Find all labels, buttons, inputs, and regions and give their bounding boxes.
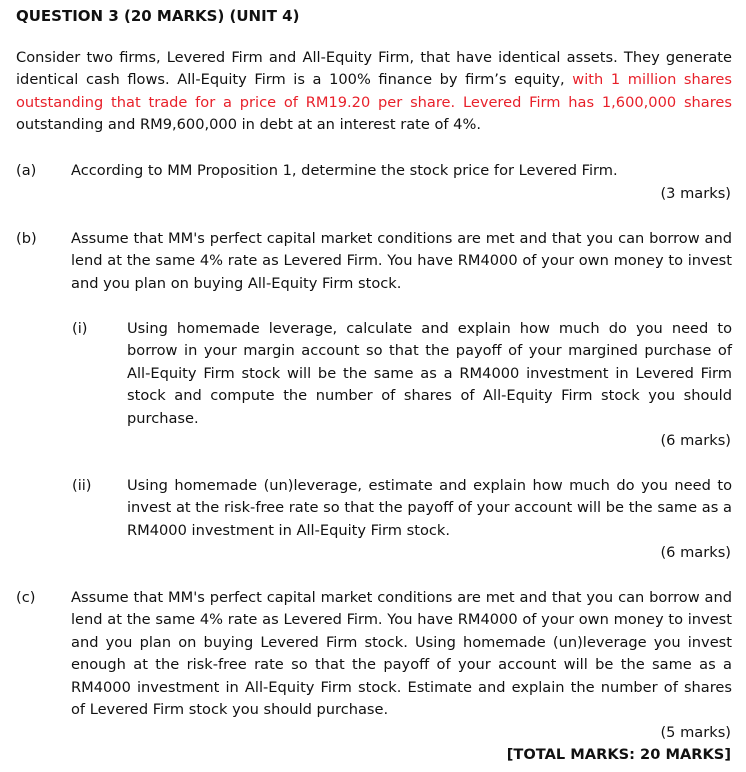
part-a-text: According to MM Proposition 1, determine the stock price for Levered Firm. <box>71 162 618 179</box>
intro-highlighted-text: with 1 million shares outstanding that trade for a price of RM19.20 per share. Levered Firm has 1,600,000 shares <box>16 71 732 111</box>
total-marks: [TOTAL MARKS: 20 MARKS] <box>506 746 731 763</box>
part-b-ii-text: Using homemade (un)leverage, estimate and explain how much do you need to invest at the risk-free rate so that the payoff of your account will be the same as a RM4000 investment in All-Equity Firm stock. <box>127 477 732 539</box>
part-b-text: Assume that MM's perfect capital market conditions are met and that you can borrow and lend at the same 4% rate as Levered Firm. You have RM4000 of your own money to invest and you plan on buying All-Equity Firm stock. <box>71 230 732 292</box>
part-c-marks: (5 marks) <box>660 724 731 741</box>
part-a-label: (a) <box>16 162 37 179</box>
intro-text-end: outstanding and RM9,600,000 in debt at an interest rate of 4%. <box>16 116 481 134</box>
part-b-i-text: Using homemade leverage, calculate and explain how much do you need to borrow in your margin account so that the payoff of your margined purchase of All-Equity Firm stock will be the same as a RM4000 investment in Levered Firm stock and compute the number of shares of All-Equity Firm stock you should purchase. <box>127 320 732 427</box>
intro-paragraph <box>16 47 732 137</box>
part-c-text: Assume that MM's perfect capital market conditions are met and that you can borrow and lend at the same 4% rate as Levered Firm. You have RM4000 of your own money to invest and you plan on buying Levered Firm stock. Using homemade (un)leverage you invest enough at the risk-free rate so that the payoff of your account will be the same as a RM4000 investment in All-Equity Firm stock. Estimate and explain the number of shares of Levered Firm stock you should purchase. <box>71 589 732 719</box>
intro-text-start: Consider two firms, Levered Firm and All-Equity Firm, that have identical assets. They generate identical cash flows. All-Equity Firm is a 100% finance by firm’s equity, <box>16 49 732 89</box>
part-c-label: (c) <box>16 589 36 606</box>
part-b-i-marks: (6 marks) <box>660 432 731 449</box>
part-b-ii-label: (ii) <box>72 477 92 494</box>
part-b-i-label: (i) <box>72 320 88 337</box>
question-heading: QUESTION 3 (20 MARKS) (UNIT 4) <box>16 7 300 25</box>
part-b-ii-marks: (6 marks) <box>660 544 731 561</box>
part-a-marks: (3 marks) <box>660 185 731 202</box>
part-b-label: (b) <box>16 230 37 247</box>
